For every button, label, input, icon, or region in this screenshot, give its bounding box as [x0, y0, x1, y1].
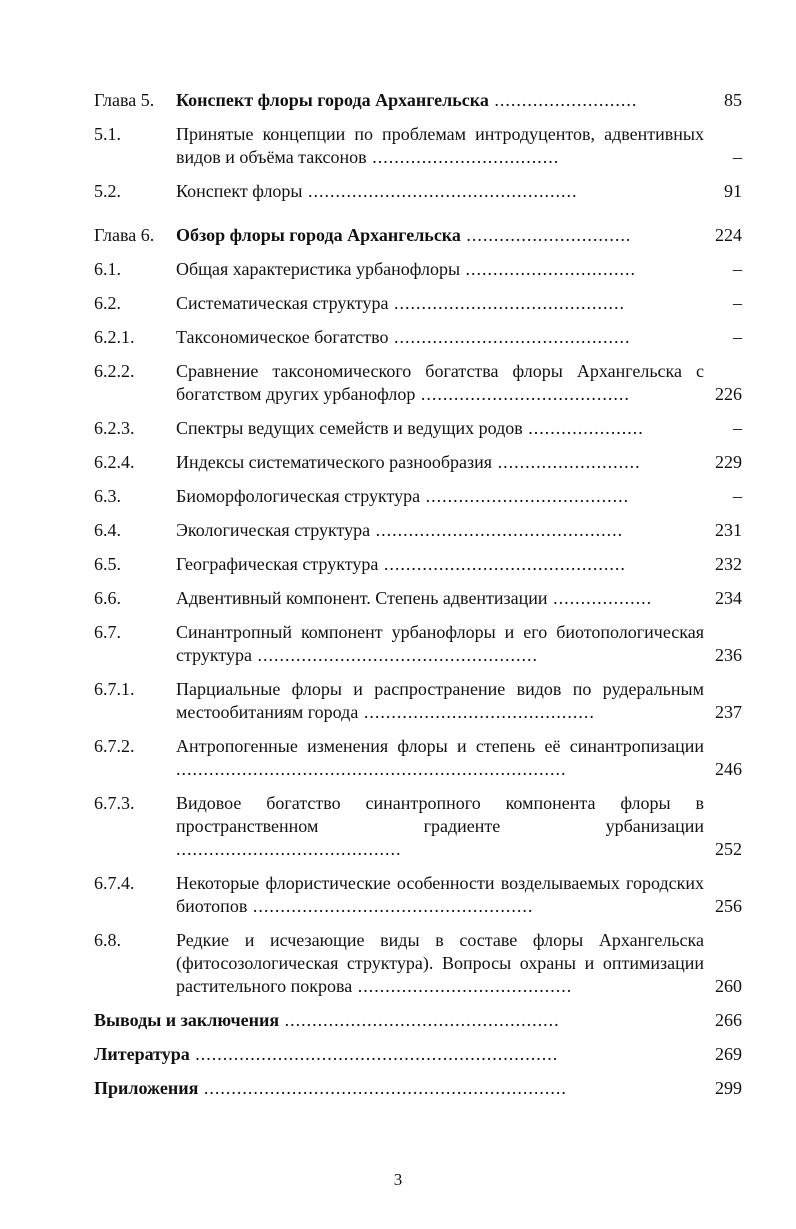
toc-leader-dots: ...................................................: [247, 896, 534, 916]
toc-entry-page: –: [733, 293, 742, 313]
toc-entry: [94, 792, 742, 861]
toc-entry-title: Некоторые флористические особенности возделываемых городских биотопов: [176, 873, 704, 916]
toc-leader-dots: ...............................: [460, 259, 637, 279]
toc-entry-title-block: [176, 224, 712, 247]
table-of-contents: [94, 89, 742, 1100]
toc-entry-page: 299: [715, 1078, 742, 1098]
toc-entry-number: 6.7.: [94, 622, 121, 642]
toc-entry-page: –: [733, 486, 742, 506]
toc-entry-page: 266: [715, 1010, 742, 1030]
toc-entry-title: Конспект флоры города Архангельска: [176, 90, 489, 110]
toc-leader-dots: ............................................: [378, 554, 626, 574]
toc-entry-number: 6.6.: [94, 588, 121, 608]
toc-entry-title-block: [176, 360, 712, 406]
toc-entry: [94, 872, 742, 918]
toc-entry-number: 5.2.: [94, 181, 121, 201]
toc-leader-dots: ..............................: [460, 225, 632, 245]
toc-entry-title-block: [94, 1043, 712, 1066]
toc-entry-number: 6.4.: [94, 520, 121, 540]
toc-entry-title-block: [176, 587, 712, 610]
toc-entry-page: 236: [715, 645, 742, 665]
toc-entry-title-block: [176, 417, 712, 440]
toc-entry-number: Глава 5.: [94, 90, 155, 110]
toc-entry-page: –: [733, 259, 742, 279]
toc-leader-dots: .......................................................................: [176, 759, 567, 779]
toc-leader-dots: ..........................................: [388, 293, 625, 313]
toc-entry-title-block: [94, 1077, 712, 1100]
toc-entry-title-block: [176, 519, 712, 542]
toc-leader-dots: .........................................: [176, 839, 402, 859]
toc-entry-page: 226: [715, 384, 742, 404]
toc-leader-dots: .............................................: [370, 520, 624, 540]
toc-entry-number: 6.7.4.: [94, 873, 135, 893]
toc-entry-title-block: [176, 678, 712, 724]
toc-leader-dots: ..................................................: [279, 1010, 560, 1030]
page-number: 3: [393, 1170, 403, 1189]
toc-entry-title-block: [176, 123, 712, 169]
toc-leader-dots: ..........................: [492, 452, 641, 472]
toc-entry: [94, 735, 742, 781]
toc-entry: [94, 180, 742, 203]
toc-leader-dots: ..................: [547, 588, 653, 608]
toc-entry-title: Редкие и исчезающие виды в составе флоры Архангельска (фитосозологическая структура). Вопросы охраны и оптимизации растительного покрова: [176, 930, 704, 996]
toc-entry-page: –: [733, 418, 742, 438]
toc-entry-number: 6.2.4.: [94, 452, 135, 472]
toc-entry-page: 231: [715, 520, 742, 540]
toc-entry-number: 5.1.: [94, 124, 121, 144]
toc-entry: [94, 519, 742, 542]
toc-entry-page: 85: [724, 90, 742, 110]
toc-entry-title-block: [176, 929, 712, 998]
toc-entry-page: 91: [724, 181, 742, 201]
toc-entry-number: 6.5.: [94, 554, 121, 574]
toc-entry: [94, 417, 742, 440]
toc-entry-title: Индексы систематического разнообразия: [176, 452, 493, 472]
toc-leader-dots: ..........................................: [358, 702, 595, 722]
toc-entry-number: 6.8.: [94, 930, 121, 950]
toc-entry-title: Обзор флоры города Архангельска: [176, 225, 461, 245]
toc-entry: [94, 292, 742, 315]
toc-entry: [94, 1077, 742, 1100]
toc-entry-title: Принятые концепции по проблемам интродуцентов, адвентивных видов и объёма таксонов: [176, 124, 704, 167]
toc-entry-title: Систематическая структура: [176, 293, 389, 313]
toc-leader-dots: .....................................: [420, 486, 630, 506]
toc-entry: [94, 621, 742, 667]
toc-leader-dots: ..................................................................: [198, 1078, 567, 1098]
toc-entry-page: –: [733, 147, 742, 167]
toc-entry-number: 6.2.2.: [94, 361, 135, 381]
toc-entry-page: 246: [715, 759, 742, 779]
toc-entry-page: 224: [715, 225, 742, 245]
toc-entry-number: 6.7.1.: [94, 679, 135, 699]
toc-entry-title: Синантропный компонент урбанофлоры и его биотопологическая структура: [176, 622, 704, 665]
toc-leader-dots: ..........................: [488, 90, 638, 110]
toc-entry-number: 6.2.1.: [94, 327, 135, 347]
toc-entry-title-block: [176, 485, 712, 508]
toc-entry-title: Адвентивный компонент. Степень адвентизации: [176, 588, 548, 608]
toc-entry-title: Таксономическое богатство: [176, 327, 389, 347]
toc-entry-page: 260: [715, 976, 742, 996]
toc-entry-title: Биоморфологическая структура: [176, 486, 421, 506]
toc-entry-number: 6.7.3.: [94, 793, 135, 813]
toc-entry: [94, 553, 742, 576]
toc-entry-number: 6.1.: [94, 259, 121, 279]
toc-entry-title-block: [176, 553, 712, 576]
toc-entry: [94, 678, 742, 724]
toc-entry-title-block: [176, 735, 712, 781]
toc-entry-title-block: [176, 326, 712, 349]
toc-entry: [94, 224, 742, 247]
toc-leader-dots: ...................................................: [251, 645, 538, 665]
toc-entry-title: Географическая структура: [176, 554, 379, 574]
toc-entry: [94, 123, 742, 169]
toc-entry-title: Спектры ведущих семейств и ведущих родов: [176, 418, 523, 438]
toc-entry-title-block: [94, 1009, 712, 1032]
toc-entry-title-block: [176, 621, 712, 667]
toc-entry-title: Экологическая структура: [176, 520, 371, 540]
toc-entry-title-block: [176, 792, 712, 861]
toc-entry: [94, 1043, 742, 1066]
toc-entry-page: 252: [715, 839, 742, 859]
toc-entry: [94, 485, 742, 508]
toc-entry-title-block: [176, 872, 712, 918]
toc-entry-title: Общая характеристика урбанофлоры: [176, 259, 461, 279]
toc-entry-number: Глава 6.: [94, 225, 155, 245]
toc-entry-title-block: [176, 451, 712, 474]
toc-entry-title: Литература: [94, 1044, 190, 1064]
toc-entry: [94, 587, 742, 610]
toc-entry-title-block: [176, 180, 712, 203]
toc-leader-dots: ......................................: [415, 384, 630, 404]
toc-leader-dots: .....................: [522, 418, 644, 438]
toc-entry: [94, 929, 742, 998]
toc-entry-page: 256: [715, 896, 742, 916]
toc-leader-dots: ..................................: [366, 147, 560, 167]
toc-entry-page: 229: [715, 452, 742, 472]
toc-entry-number: 6.2.: [94, 293, 121, 313]
toc-entry-page: 269: [715, 1044, 742, 1064]
toc-entry-number: 6.7.2.: [94, 736, 135, 756]
toc-entry-page: 232: [715, 554, 742, 574]
toc-entry-title: Конспект флоры: [176, 181, 303, 201]
toc-entry-number: 6.3.: [94, 486, 121, 506]
toc-entry: [94, 360, 742, 406]
toc-leader-dots: ...........................................: [388, 327, 631, 347]
toc-entry-page: –: [733, 327, 742, 347]
toc-entry-title: Выводы и заключения: [94, 1010, 280, 1030]
toc-entry-page: 234: [715, 588, 742, 608]
toc-entry: [94, 451, 742, 474]
toc-entry-title: Приложения: [94, 1078, 199, 1098]
toc-entry-title: Сравнение таксономического богатства флоры Архангельска с богатством других урбанофлор: [176, 361, 704, 404]
toc-entry: [94, 326, 742, 349]
toc-entry-number: 6.2.3.: [94, 418, 135, 438]
toc-entry: [94, 89, 742, 112]
toc-entry-title: Антропогенные изменения флоры и степень её синантропизации: [176, 736, 704, 756]
toc-entry-title: Видовое богатство синантропного компонента флоры в пространственном градиенте урбанизации: [176, 793, 704, 836]
toc-leader-dots: .................................................: [302, 181, 578, 201]
toc-entry-title-block: [176, 89, 712, 112]
toc-entry-title: Парциальные флоры и распространение видов по рудеральным местообитаниям города: [176, 679, 704, 722]
toc-entry-title-block: [176, 292, 712, 315]
toc-entry: [94, 258, 742, 281]
toc-entry: [94, 1009, 742, 1032]
toc-entry-title-block: [176, 258, 712, 281]
toc-leader-dots: ..................................................................: [189, 1044, 559, 1064]
toc-leader-dots: .......................................: [352, 976, 573, 996]
toc-entry-page: 237: [715, 702, 742, 722]
